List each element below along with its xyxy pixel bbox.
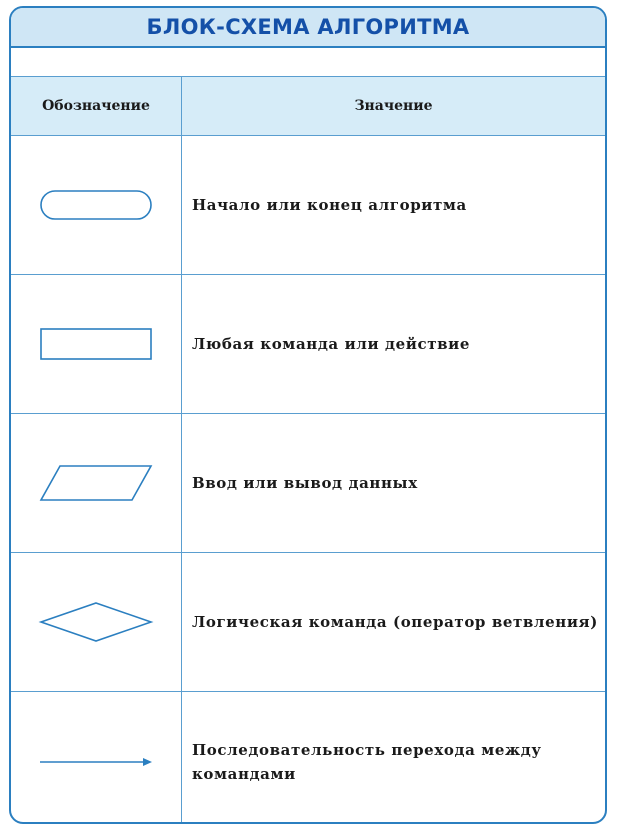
title-bar (11, 8, 605, 48)
table-row (11, 136, 605, 275)
spacer (11, 48, 605, 76)
flowchart-table (9, 6, 607, 824)
meaning-cell: Ввод или вывод данных (192, 474, 418, 492)
table-row (11, 553, 605, 692)
meaning-cell: Логическая команда (оператор ветвления) (192, 613, 598, 631)
io-parallelogram-icon (40, 465, 152, 501)
terminator-rounded-rect-icon (40, 190, 152, 220)
table-row (11, 414, 605, 553)
symbol-cell (11, 553, 182, 691)
symbol-cell (11, 136, 182, 274)
flow-arrow-icon (39, 755, 153, 769)
header-meaning: Значение (354, 98, 433, 114)
decision-diamond-icon (40, 602, 152, 642)
process-rectangle-icon (40, 328, 152, 360)
table-row (11, 692, 605, 824)
meaning-cell: Последовательность перехода между командами (192, 740, 542, 783)
symbol-cell (11, 275, 182, 413)
table-row (11, 275, 605, 414)
meaning-cell: Любая команда или действие (192, 335, 471, 353)
table-header (11, 76, 605, 136)
page-title: БЛОК-СХЕМА АЛГОРИТМА (146, 15, 470, 39)
symbol-cell (11, 414, 182, 552)
meaning-cell: Начало или конец алгоритма (192, 196, 467, 214)
header-symbol: Обозначение (11, 77, 182, 135)
symbol-cell (11, 692, 182, 824)
